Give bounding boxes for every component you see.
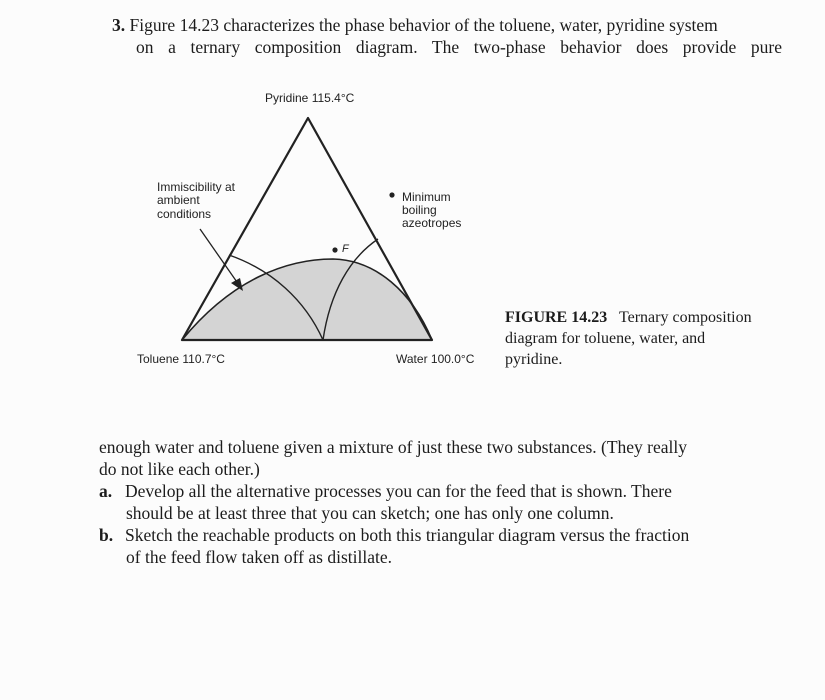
caption-label: FIGURE 14.23 [505,309,608,326]
part-a-label: a. [99,481,113,501]
part-b-line-2: of the feed flow taken off as distillate. [126,547,392,567]
pyridine-vertex-label: Pyridine 115.4°C [265,91,355,105]
azeotrope-label-line-1: Minimum [402,190,451,204]
continuation-line-2: do not like each other.) [99,459,260,479]
feed-point [332,247,337,252]
part-b-line-1 [99,524,799,546]
caption-text-1: Ternary composition [618,309,752,326]
caption-line-2: diagram for toluene, water, and [505,330,706,347]
water-vertex-label: Water 100.0°C [396,352,475,366]
caption-line-1 [505,307,752,328]
immiscibility-label-line-3: conditions [157,207,212,221]
part-b-label: b. [99,525,114,545]
part-a-line-2: should be at least three that you can sketch; one has only one column. [126,503,614,523]
part-a-line-1 [99,480,799,502]
part-b-text-1: Sketch the reachable products on both this triangular diagram versus the fraction [125,525,690,545]
problem-intro-line-2: on a ternary composition diagram. The two-phase behavior does provide pure [136,37,782,57]
azeotrope-label-line-2: boiling [402,203,437,217]
continuation-line-1: enough water and toluene given a mixture of just these two substances. (They really [99,437,688,457]
immiscibility-label-line-1: Immiscibility at [157,180,236,194]
figure-caption [505,307,752,370]
problem-intro-text-1: Figure 14.23 characterizes the phase behavior of the toluene, water, pyridine system [129,15,718,35]
problem-body [99,436,799,568]
immiscibility-label-line-2: ambient [157,193,200,207]
problem-number: 3. [112,15,126,35]
azeotrope-label-line-3: azeotropes [402,216,462,230]
azeotrope-marker [389,192,394,197]
feed-label: F [342,243,349,255]
caption-line-3: pyridine. [505,351,563,368]
toluene-vertex-label: Toluene 110.7°C [137,352,225,366]
part-a-text-1: Develop all the alternative processes you can for the feed that is shown. There [125,481,672,501]
